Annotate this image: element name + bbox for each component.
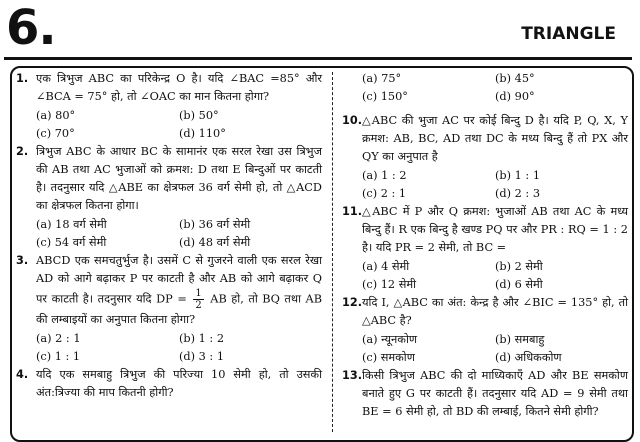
options-continued xyxy=(342,70,628,106)
option: (c) 70° xyxy=(36,127,75,140)
option: (a) 4 सेमी xyxy=(362,260,410,273)
options-10 xyxy=(342,167,628,203)
option: (a) 18 वर्ग सेमी xyxy=(36,218,107,231)
question-text-end: AB हो, तो BQ तथा AB की लम्बाइयों का अनुपात कितना होगा? xyxy=(36,292,323,326)
question-1 xyxy=(16,70,322,106)
option: (d) 6 सेमी xyxy=(495,278,543,291)
option: (b) 2 सेमी xyxy=(495,260,543,273)
question-number: 13. xyxy=(342,369,363,382)
question-2 xyxy=(16,143,322,215)
option: (a) न्यूनकोण xyxy=(362,333,418,346)
options-1 xyxy=(16,107,322,143)
question-number: 12. xyxy=(342,296,363,309)
question-text: एक त्रिभुज ABC का परिकेन्द्र O है। यदि ∠BAC =85° और ∠BCA = 75° हो, तो ∠OAC का मान कितना होगा? xyxy=(36,72,322,103)
option: (c) समकोण xyxy=(362,351,415,364)
question-11 xyxy=(342,203,628,257)
question-number: 4. xyxy=(16,368,29,381)
fraction-numerator: 1 xyxy=(195,288,202,299)
question-number: 10. xyxy=(342,114,363,127)
fraction-denominator: 2 xyxy=(195,300,202,311)
chapter-number: 6. xyxy=(6,0,56,56)
option: (b) 45° xyxy=(495,72,535,85)
option: (a) 80° xyxy=(36,109,76,122)
option: (d) 2 : 3 xyxy=(495,187,541,200)
question-number: 3. xyxy=(16,254,29,267)
question-text-start: ABCD एक समचतुर्भुज है। उसमें C से गुजरने वाली एक सरल रेखा AD को आगे बढ़ाकर P पर काटती है और AB को आगे बढ़ाकर Q पर काटती है। तदनुसार यदि DP = xyxy=(36,254,322,306)
option: (c) 1 : 1 xyxy=(36,350,81,363)
question-3 xyxy=(16,252,322,329)
option: (b) 1 : 2 xyxy=(179,332,225,345)
options-2 xyxy=(16,216,322,252)
right-column xyxy=(342,70,628,422)
option: (c) 150° xyxy=(362,90,408,103)
question-number: 2. xyxy=(16,145,29,158)
option: (d) 3 : 1 xyxy=(179,350,225,363)
fraction xyxy=(193,288,203,311)
option: (b) समबाहु xyxy=(495,333,545,346)
question-text xyxy=(36,252,322,329)
option: (b) 36 वर्ग सेमी xyxy=(179,218,251,231)
question-number: 1. xyxy=(16,72,29,85)
option: (c) 54 वर्ग सेमी xyxy=(36,236,107,249)
chapter-title: TRIANGLE xyxy=(521,24,616,44)
left-column xyxy=(16,70,322,403)
option: (b) 1 : 1 xyxy=(495,169,541,182)
question-text: किसी त्रिभुज ABC की दो माध्यिकाएँ AD और BE समकोण बनाते हुए G पर काटती हैं। तदनुसार यदि AD = 9 सेमी तथा BE = 6 सेमी हो, तो BD की लम्बाई, कितने सेमी होगी? xyxy=(362,369,628,418)
options-3 xyxy=(16,330,322,366)
option: (c) 12 सेमी xyxy=(362,278,417,291)
question-10 xyxy=(342,112,628,166)
question-text: △ABC की भुजा AC पर कोई बिन्दु D है। यदि P, Q, X, Y क्रमश: AB, BC, AD तथा DC के मध्य बिन्दु हैं तो PX और QY का अनुपात है xyxy=(362,114,628,163)
option: (a) 2 : 1 xyxy=(36,332,81,345)
option: (b) 50° xyxy=(179,109,219,122)
header-rule xyxy=(4,57,632,60)
question-13 xyxy=(342,367,628,421)
option: (d) 110° xyxy=(179,127,226,140)
column-divider xyxy=(332,72,333,432)
options-11 xyxy=(342,258,628,294)
question-4 xyxy=(16,366,322,402)
question-text: यदि I, △ABC का अंत: केन्द्र है और ∠BIC = 135° हो, तो △ABC है? xyxy=(362,296,628,327)
question-text: यदि एक समबाहु त्रिभुज की परिज्या 10 सेमी हो, तो उसकी अंत:त्रिज्या की माप कितनी होगी? xyxy=(36,368,322,399)
option: (a) 75° xyxy=(362,72,402,85)
question-text: △ABC में P और Q क्रमश: भुजाओं AB तथा AC के मध्य बिन्दु हैं। R एक बिन्दु है खण्ड PQ पर और PR : RQ = 1 : 2 है। यदि PR = 2 सेमी, तो BC = xyxy=(362,205,628,254)
option: (d) 90° xyxy=(495,90,535,103)
option: (d) अधिककोण xyxy=(495,351,562,364)
option: (d) 48 वर्ग सेमी xyxy=(179,236,251,249)
question-text: त्रिभुज ABC के आधार BC के सामानंर एक सरल रेखा उस त्रिभुज की AB तथा AC भुजाओं को क्रमश: D तथा E बिन्दुओं पर काटती है। तदनुसार यदि △ABE का क्षेत्रफल 36 वर्ग सेमी हो, तो △ACD का क्षेत्रफल कितना होगा। xyxy=(36,145,322,212)
option: (c) 2 : 1 xyxy=(362,187,407,200)
option: (a) 1 : 2 xyxy=(362,169,407,182)
options-12 xyxy=(342,331,628,367)
question-12 xyxy=(342,294,628,330)
question-number: 11. xyxy=(342,205,363,218)
